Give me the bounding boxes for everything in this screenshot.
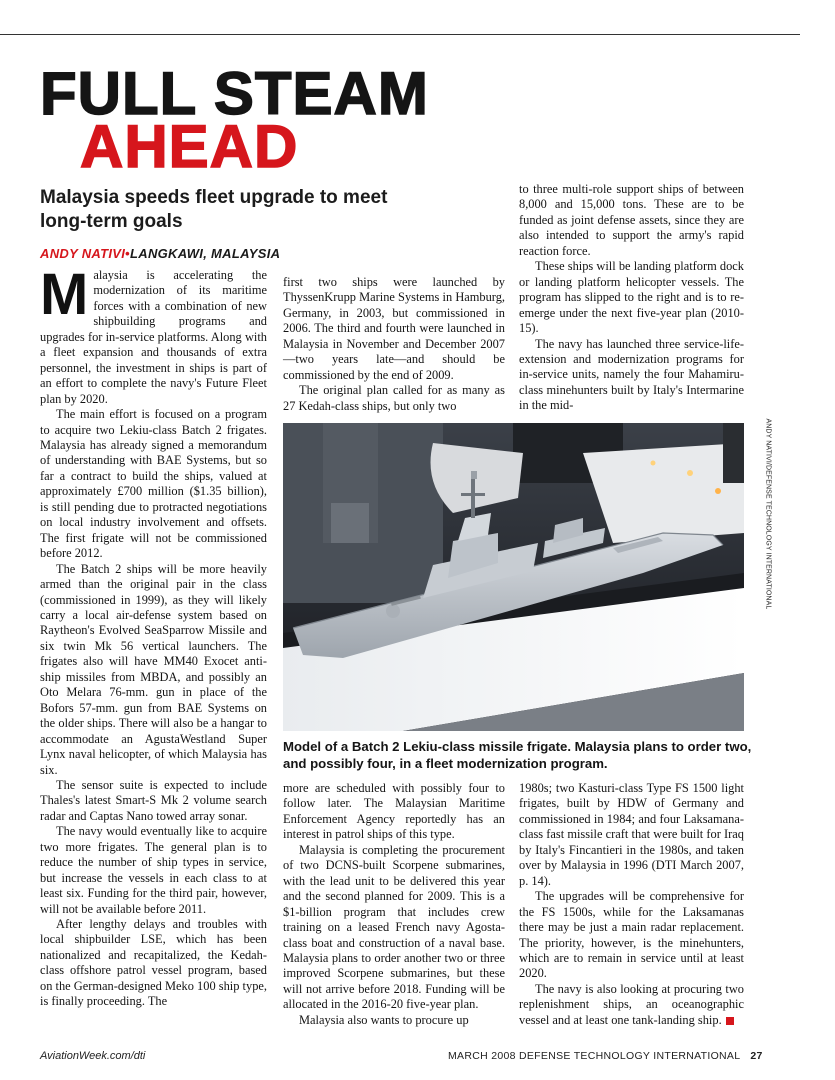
photo-caption: Model of a Batch 2 Lekiu-class missile frigate. Malaysia plans to order two, and possibly four, in a fleet modernization program. <box>283 739 752 771</box>
paragraph: The upgrades will be comprehensive for the FS 1500s, while for the Laksamanas there may be just a main radar replacement. The priority, however, is the minehunters, which are to remain in service until at least 2020. <box>519 889 744 981</box>
paragraph <box>519 982 744 1028</box>
end-mark-icon <box>726 1017 734 1025</box>
paragraph: The main effort is focused on a program to acquire two Lekiu-class Batch 2 frigates. Malaysia has already signed a memorandum of understanding with BAE Systems, but so far a contract to build the ships, valued at approximately £700 million ($1.35 billion), is still pending due to protracted negotiations on local industry involvement and offsets. The first frigate will not be commissioned before 2012. <box>40 407 267 561</box>
paragraph: 1980s; two Kasturi-class Type FS 1500 light frigates, built by HDW of Germany and commissioned in 1984; and four Laksamana-class fast missile craft that were built for Iraq by Italy's Fincantieri in the 1980s, and taken over by Malaysia in 1996 (DTI March 2007, p. 14). <box>519 781 744 888</box>
body-column-1 <box>40 262 267 1048</box>
headline-line2: AHEAD <box>80 113 299 180</box>
page-number: 27 <box>750 1050 763 1062</box>
frigate-model-photo <box>283 423 744 731</box>
body-column-2-bottom <box>283 781 505 1049</box>
paragraph: The sensor suite is expected to include Thales's latest Smart-S Mk 2 volume search radar and Captas Nano towed array sonar. <box>40 777 267 823</box>
photo-credit <box>748 418 772 623</box>
closing-sentence: The navy is also looking at procuring two replenishment ships, an oceanographic vessel and at least one tank-landing ship. <box>519 981 744 1027</box>
paragraph: alaysia is accelerating the modernization of its maritime forces with a combination of new shipbuilding programs and upgrades for in-service platforms. Along with a fleet expansion and thousands of extra personnel, the investment in ships is part of an effort to complete the navy's Future Fleet plan by 2020. <box>40 268 267 406</box>
body-column-2-top <box>283 275 505 415</box>
body-column-3-top <box>519 182 744 415</box>
paragraph: The Batch 2 ships will be more heavily armed than the original pair in the class (commissioned in 1999), as they will likely carry a local air-defense system based on Raytheon's Evolved SeaSparrow Missile and six twin Mk 56 vertical launchers. The frigates also will have MM40 Exocet anti-ship missiles from MBDA, and possibly an Oto Melara 76-mm. gun in place of the Bofors 57-mm. gun from BAE Systems on the older ships. There will also be a hangar to accommodate an AgustaWestland Super Lynx naval helicopter, of which Malaysia has six. <box>40 561 267 777</box>
headline-line1: FULL STEAM <box>40 60 429 127</box>
issue-line: MARCH 2008 DEFENSE TECHNOLOGY INTERNATIONAL <box>448 1050 741 1062</box>
paragraph: more are scheduled with possibly four to follow later. The Malaysian Maritime Enforcement Agency reportedly has an interest in patrol ships of this type. <box>283 781 505 842</box>
body-column-3-bottom <box>519 781 744 1049</box>
paragraph: Malaysia is completing the procurement of two DCNS-built Scorpene submarines, with the lead unit to be delivered this year and the second planned for 2009. This is a $1-billion program that includes crew training on a leased French navy Agosta-class boat and construction of a naval base. Malaysia plans to order another two or three improved Scorpene submarines, but these will not arrive before 2018. Funding will be allocated in the 2016-20 five-year plan. <box>283 842 505 1012</box>
top-rule <box>0 34 800 35</box>
paragraph: The navy would eventually like to acquire two more frigates. The general plan is to reduce the number of ship types in service, but increase the vessels in each class to at least six. Funding for the third pair, however, will not be available before 2011. <box>40 824 267 916</box>
author: ANDY NATIVI <box>40 246 126 261</box>
photo-credit-text: ANDY NATIVI/DEFENSE TECHNOLOGY INTERNATIONAL <box>764 418 772 610</box>
dropcap: M <box>40 262 89 327</box>
byline-separator: • <box>125 246 131 261</box>
paragraph: After lengthy delays and troubles with local shipbuilder LSE, which has been nationalized and recapitalized, the Kedah-class offshore patrol vessel program, based on the German-designed Meko 100 ship type, is finally proceeding. The <box>40 917 267 1009</box>
dateline: LANGKAWI, MALAYSIA <box>130 246 281 261</box>
footer-url[interactable]: AviationWeek.com/dti <box>40 1050 146 1062</box>
paragraph: These ships will be landing platform dock or landing platform helicopter vessels. The program has slipped to the right and is to re-emerge under the next five-year plan (2010-15). <box>519 259 744 336</box>
paragraph: The navy has launched three service-life-extension and modernization programs for in-service units, namely the four Mahamiru-class minehunters built by Italy's Intermarine in the mid- <box>519 336 744 413</box>
paragraph: first two ships were launched by ThyssenKrupp Marine Systems in Hamburg, Germany, in 2003, but commissioned in 2006. The third and fourth were launched in Malaysia in November and December 2007—two years late—and should be commissioned by the end of 2009. <box>283 275 505 382</box>
footer-issue <box>448 1050 763 1062</box>
paragraph: Malaysia also wants to procure up <box>299 1012 469 1027</box>
paragraph: The original plan called for as many as 27 Kedah-class ships, but only two <box>283 383 505 413</box>
deck: Malaysia speeds fleet upgrade to meet long-term goals <box>40 187 388 232</box>
byline <box>40 246 280 261</box>
paragraph: to three multi-role support ships of between 8,000 and 15,000 tons. These are to be funded as joint defense assets, since they are also intended to support the army's rapid reaction force. <box>519 182 744 258</box>
